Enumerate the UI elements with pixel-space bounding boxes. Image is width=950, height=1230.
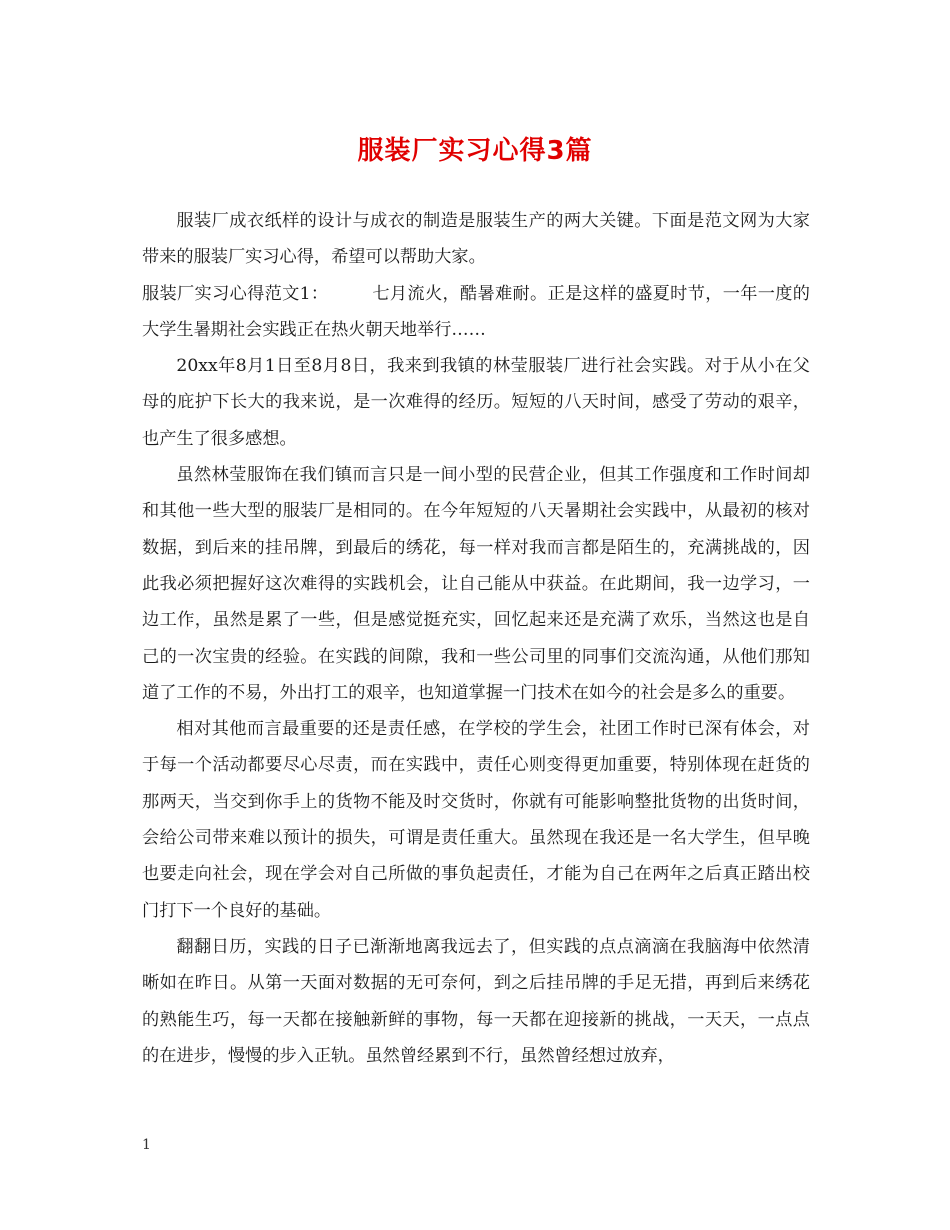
paragraph-responsibility: 相对其他而言最重要的还是责任感，在学校的学生会，社团工作时已深有体会，对于每一个活动都要尽心尽责，而在实践中，责任心则变得更加重要，特别体现在赶货的那两天，当交到你手上的货物不能及时交货时，你就有可能影响整批货物的出货时间，会给公司带来难以预计的损失，可谓是责任重大。虽然现在我还是一名大学生，但早晚也要走向社会，现在学会对自己所做的事负起责任，才能为自己在两年之后真正踏出校门打下一个良好的基础。 [142, 719, 810, 921]
paragraph-dates: 20xx年8月1日至8月8日，我来到我镇的林莹服装厂进行社会实践。对于从小在父母的庇护下长大的我来说，是一次难得的经历。短短的八天时间，感受了劳动的艰辛，也产生了很多感想。 [142, 356, 810, 449]
document-body [142, 203, 810, 1074]
page-number: 1 [142, 1137, 151, 1153]
paragraph-reflection: 翻翻日历，实践的日子已渐渐地离我远去了，但实践的点点滴滴在我脑海中依然清晰如在昨日。从第一天面对数据的无可奈何，到之后挂吊牌的手足无措，再到后来绣花的熟能生巧，每一天都在接触新鲜的事物，每一天都在迎接新的挑战，一天天，一点点的在进步，慢慢的步入正轨。虽然曾经累到不行，虽然曾经想过放弃， [142, 936, 810, 1066]
paragraph-intro: 服装厂成衣纸样的设计与成衣的制造是服装生产的两大关键。下面是范文网为大家带来的服装厂实习心得，希望可以帮助大家。 [142, 211, 810, 268]
document-title: 服装厂实习心得3篇 [357, 136, 593, 166]
paragraph-sample-heading: 服装厂实习心得范文1： 七月流火，酷暑难耐。正是这样的盛夏时节，一年一度的大学生暑期社会实践正在热火朝天地举行…… [142, 283, 810, 340]
paragraph-factory: 虽然林莹服饰在我们镇而言只是一间小型的民营企业，但其工作强度和工作时间却和其他一些大型的服装厂是相同的。在今年短短的八天暑期社会实践中，从最初的核对数据，到后来的挂吊牌，到最后的绣花，每一样对我而言都是陌生的，充满挑战的，因此我必须把握好这次难得的实践机会，让自己能从中获益。在此期间，我一边学习，一边工作，虽然是累了一些，但是感觉挺充实，回忆起来还是充满了欢乐，当然这也是自己的一次宝贵的经验。在实践的间隙，我和一些公司里的同事们交流沟通，从他们那知道了工作的不易，外出打工的艰辛，也知道掌握一门技术在如今的社会是多么的重要。 [142, 465, 810, 703]
